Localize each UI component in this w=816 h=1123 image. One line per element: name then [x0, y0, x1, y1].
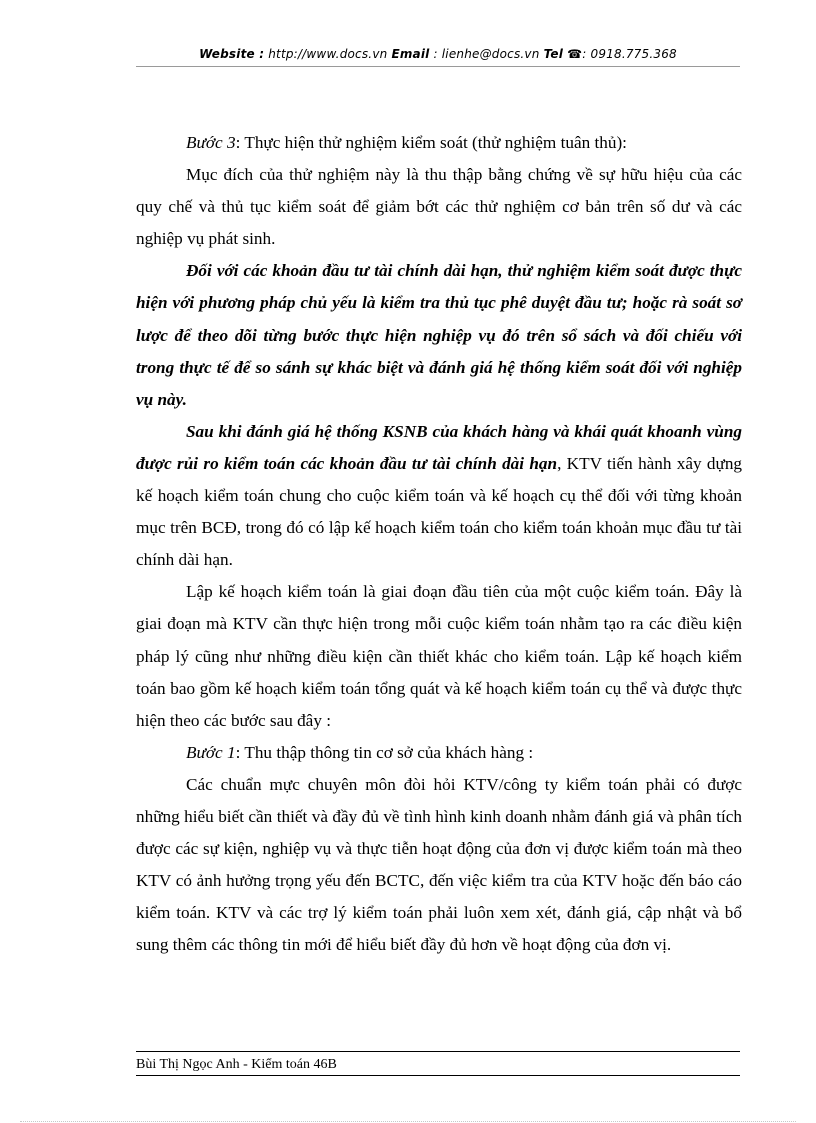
after-evaluation-bold: Sau khi đánh giá hệ thống KSNB của khách hàng và khái quát khoanh vùng được rủi ro kiểm toán các khoản đầu tư tài chính dài hạn — [136, 421, 742, 473]
step3-text: : Thực hiện thử nghiệm kiểm soát (thử nghiệm tuân thủ): — [235, 133, 627, 152]
phone-icon: ☎ — [567, 47, 583, 61]
paragraph-purpose: Mục đích của thử nghiệm này là thu thập bằng chứng về sự hữu hiệu của các quy chế và thủ tục kiểm soát để giảm bớt các thử nghiệm cơ bản trên số dư và các nghiệp vụ phát sinh. — [136, 165, 742, 249]
footer-divider-top — [136, 1051, 740, 1052]
website-label: Website : — [199, 47, 265, 61]
paragraph-planning: Lập kế hoạch kiểm toán là giai đoạn đầu tiên của một cuộc kiểm toán. Đây là giai đoạn mà KTV cần thực hiện trong mỗi cuộc kiểm toán nhằm tạo ra các điều kiện pháp lý cũng như những điều kiện cần thiết khác cho kiểm toán. Lập kế hoạch kiểm toán bao gồm kế hoạch kiểm toán tổng quát và kế hoạch kiểm toán cụ thể và được thực hiện theo các bước sau đây : — [136, 582, 742, 730]
paragraph-after-evaluation — [136, 416, 742, 576]
footer-divider-bottom — [136, 1075, 740, 1076]
footer-author: Bùi Thị Ngọc Anh - Kiểm toán 46B — [136, 1057, 337, 1072]
step1-text: : Thu thập thông tin cơ sở của khách hàng : — [235, 742, 534, 762]
email-label: Email — [391, 47, 430, 61]
email-address[interactable]: : lienhe@docs.vn — [433, 47, 540, 61]
tel-label: Tel — [543, 47, 564, 61]
website-url[interactable]: http://www.docs.vn — [268, 47, 388, 61]
after-evaluation-rest: , KTV tiến hành xây dựng kế hoạch kiểm toán chung cho cuộc kiểm toán và kế hoạch cụ thể đối với từng khoản mục trên BCĐ, trong đó có lập kế hoạch kiểm toán cho kiểm toán khoản mục đầu tư tài chính dài hạn. — [136, 453, 743, 570]
paragraph-investment-control: Đối với các khoản đầu tư tài chính dài hạn, thử nghiệm kiểm soát được thực hiện với phương pháp chủ yếu là kiểm tra thủ tục phê duyệt đầu tư; hoặc rà soát sơ lược để theo dõi từng bước thực hiện nghiệp vụ đó trên sổ sách và đối chiếu với trong thực tế để so sánh sự khác biệt và đánh giá hệ thống kiểm soát đối với nghiệp vụ này. — [136, 261, 742, 409]
paragraph-step1 — [136, 737, 742, 769]
step1-label: Bước 1 — [186, 742, 236, 762]
document-body — [136, 127, 742, 961]
paragraph-standards: Các chuẩn mực chuyên môn đòi hỏi KTV/công ty kiểm toán phải có được những hiểu biết cần thiết và đầy đủ về tình hình kinh doanh nhằm đánh giá và phân tích được các sự kiện, nghiệp vụ và thực tiễn hoạt động của đơn vị được kiểm toán mà theo KTV có ảnh hưởng trọng yếu đến BCTC, đến việc kiểm tra của KTV hoặc đến báo cáo kiểm toán. KTV và các trợ lý kiểm toán phải luôn xem xét, đánh giá, cập nhật và bổ sung thêm các thông tin mới để hiểu biết đầy đủ hơn về hoạt động của đơn vị. — [136, 774, 742, 955]
step3-label: Bước 3 — [186, 133, 236, 152]
tel-number: : 0918.775.368 — [582, 47, 677, 61]
paragraph-step3 — [136, 127, 742, 159]
page-edge — [20, 1121, 796, 1122]
page-header — [136, 47, 740, 61]
header-divider — [136, 66, 740, 67]
